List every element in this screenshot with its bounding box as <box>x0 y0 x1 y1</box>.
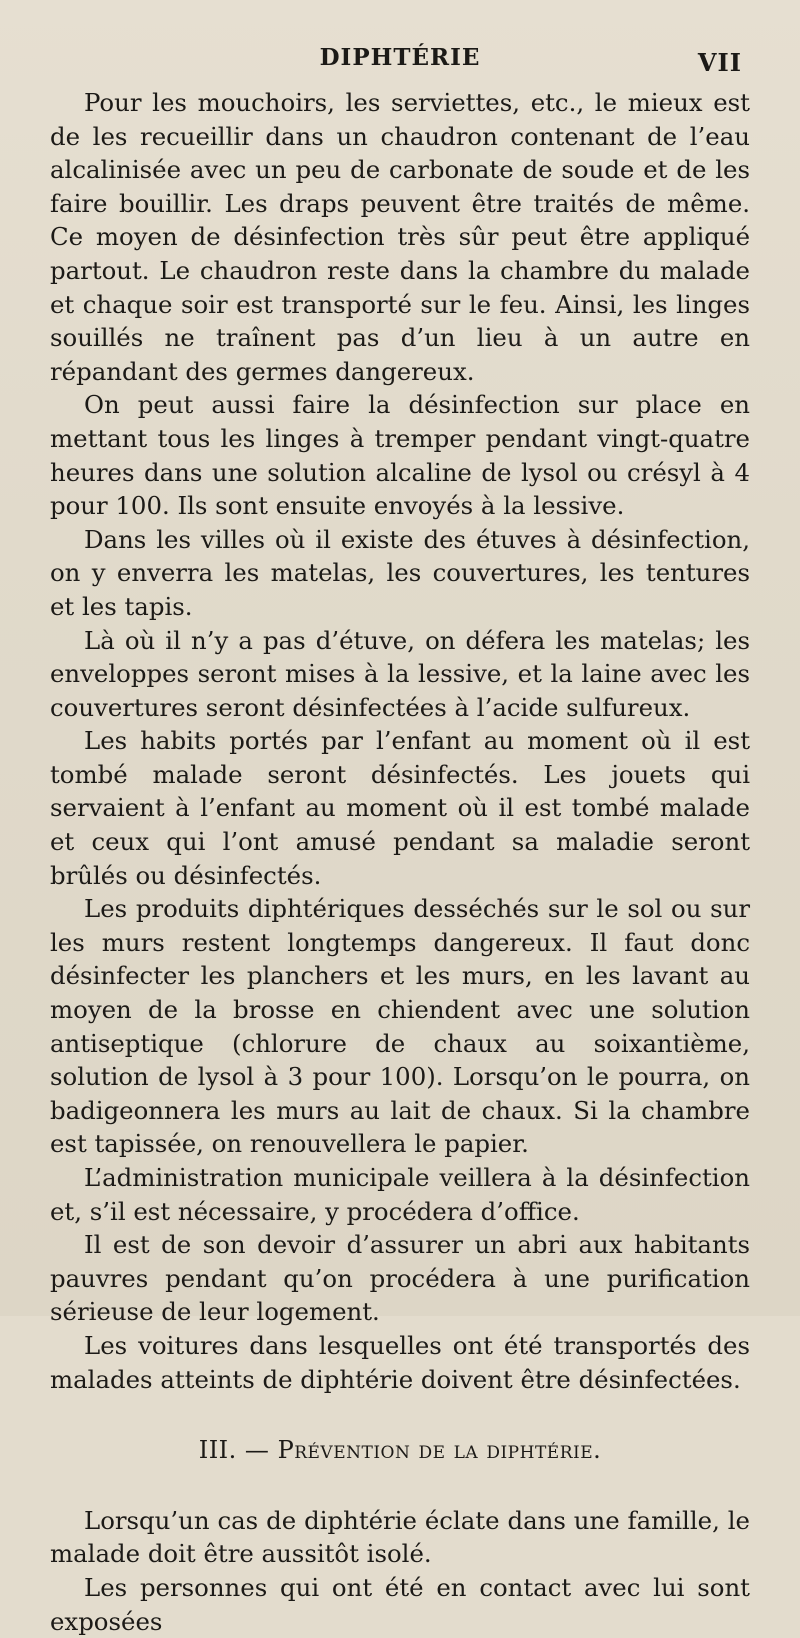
section-number: III. — <box>198 1436 270 1465</box>
paragraph-shelter: Il est de son devoir d’assurer un abri aux habitants pauvres pendant qu’on procédera à une purification sérieuse de leur logement. <box>50 1230 750 1327</box>
running-title: DIPHTÉRIE <box>319 44 481 71</box>
section-title: Prévention de la diphtérie. <box>277 1436 602 1465</box>
paragraph-vehicles: Les voitures dans lesquelles ont été transportés des malades atteints de diphtérie doivent être désinfectées. <box>50 1330 750 1394</box>
paragraph-handkerchiefs: Pour les mouchoirs, les serviettes, etc., le mieux est de les recueillir dans un chaudron contenant de l’eau alcalinisée avec un peu de carbonate de soude et de les faire bouillir. Les draps peuvent être traités de même. Ce moyen de désinfection très sûr peut être appliqué partout. Le chaudron reste dans la chambre du malade et chaque soir est transporté sur le feu. Ainsi, les linges souillés ne traînent pas d’un lieu à un autre en répandant des germes dangereux. <box>50 88 750 386</box>
paragraph-steam-ovens: Dans les villes où il existe des étuves à désinfection, on y enverra les matelas, les couvertures, les tentures et les tapis. <box>50 524 750 621</box>
body-text <box>50 86 750 1638</box>
page-number: VII <box>697 48 742 77</box>
paragraph-no-oven: Là où il n’y a pas d’étuve, on défera les matelas; les enveloppes seront mises à la lessive, et la laine avec les couvertures seront désinfectées à l’acide sulfureux. <box>50 625 750 722</box>
paragraph-floors-walls: Les produits diphtériques desséchés sur le sol ou sur les murs restent longtemps dangereux. Il faut donc désinfecter les planchers et les murs, en les lavant au moyen de la brosse en chiendent avec une solution antiseptique (chlorure de chaux au soixantième, solution de lysol à 3 pour 100). Lorsqu’on le pourra, on badigeonnera les murs au lait de chaux. Si la chambre est tapissée, on renouvellera le papier. <box>50 894 750 1159</box>
paragraph-in-place-disinfection: On peut aussi faire la désinfection sur place en mettant tous les linges à tremper pendant vingt-quatre heures dans une solution alcaline de lysol ou crésyl à 4 pour 100. Ils sont ensuite envoyés à la lessive. <box>50 390 750 521</box>
paragraph-isolation: Lorsqu’un cas de diphtérie éclate dans une famille, le malade doit être aussitôt isolé. <box>50 1505 750 1569</box>
section-heading <box>50 1434 750 1468</box>
running-head <box>50 44 750 80</box>
paragraph-clothes-toys: Les habits portés par l’enfant au moment où il est tombé malade seront désinfectés. Les jouets qui servaient à l’enfant au moment où il est tombé malade et ceux qui l’ont amusé pendant sa maladie seront brûlés ou désinfectés. <box>50 726 750 890</box>
paragraph-contacts: Les personnes qui ont été en contact avec lui sont exposées <box>50 1572 750 1636</box>
paragraph-municipal-administration: L’administration municipale veillera à la désinfection et, s’il est nécessaire, y procédera d’office. <box>50 1163 750 1226</box>
